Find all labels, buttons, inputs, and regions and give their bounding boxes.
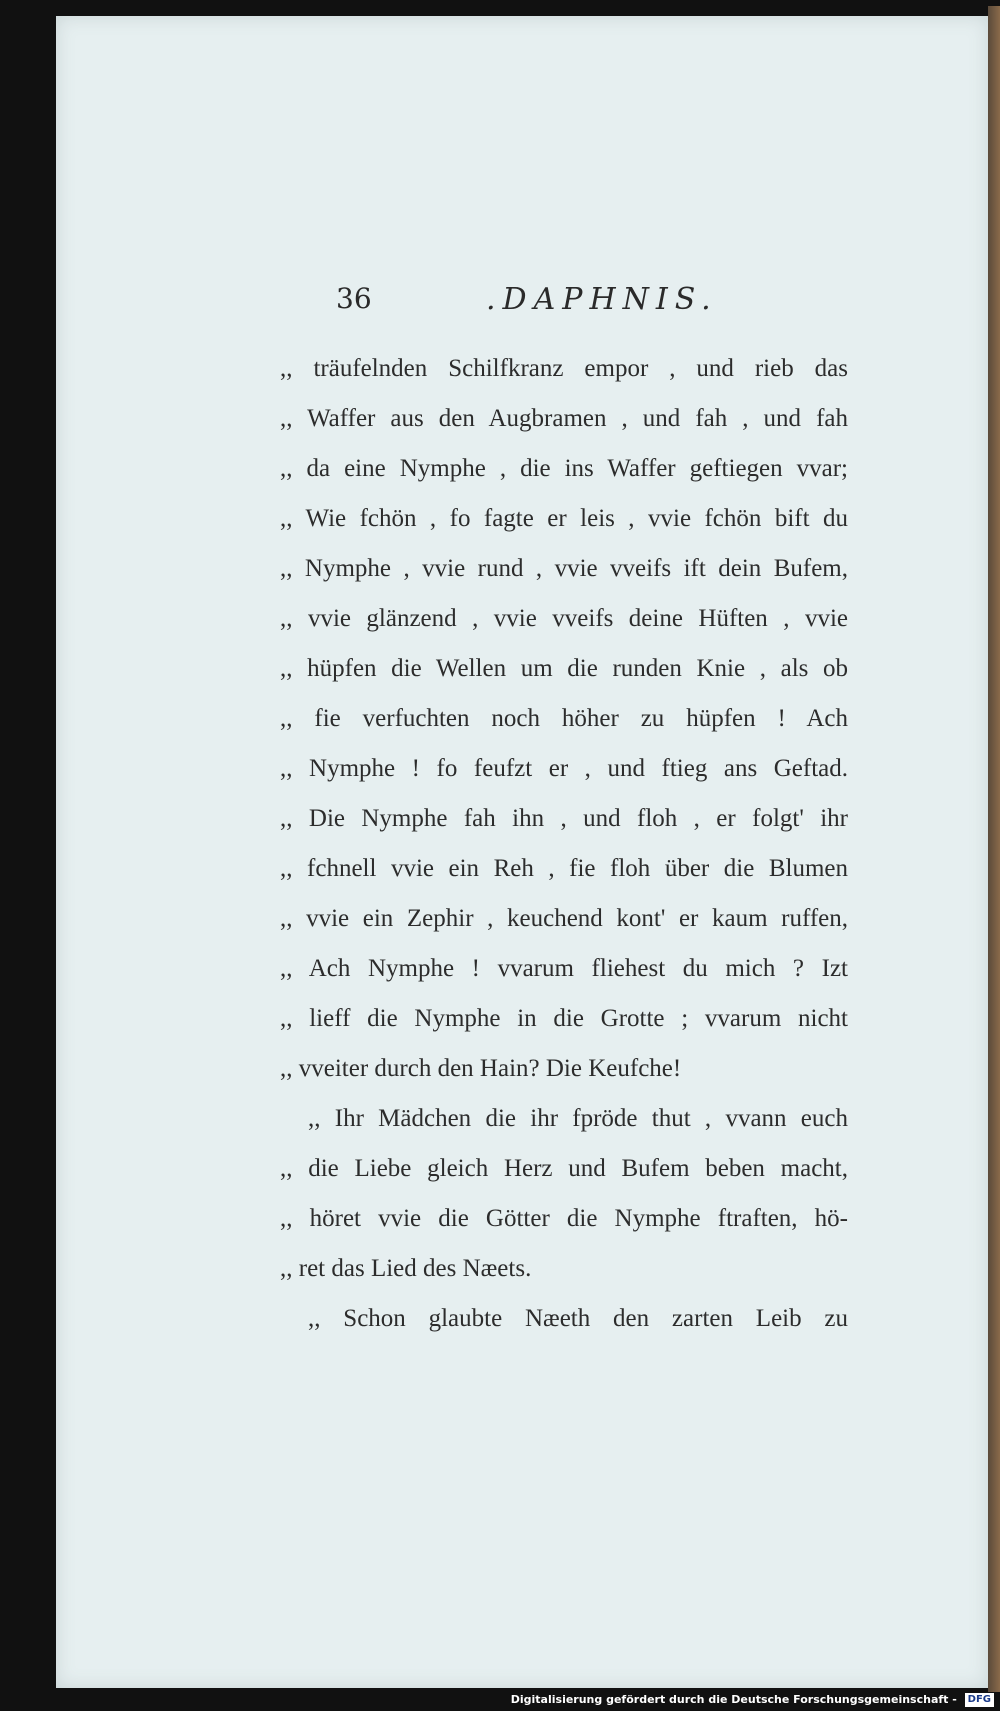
text-line: ,, Schon glaubte Næeth den zarten Leib zu [308, 1305, 848, 1332]
text-line: ,, träufelnden Schilfkranz empor , und rieb das [280, 355, 848, 382]
text-line: ,, vveiter durch den Hain? Die Keufche! [280, 1055, 682, 1082]
text-line: ,, ret das Lied des Næets. [280, 1255, 532, 1282]
page-header [336, 282, 756, 326]
running-title: .DAPHNIS. [486, 282, 718, 317]
text-line: ,, Nymphe , vvie rund , vvie vveifs ift dein Bufem, [280, 555, 848, 582]
text-line: ,, fie verfuchten noch höher zu hüpfen ! Ach [280, 705, 848, 732]
text-line: ,, Ihr Mädchen die ihr fpröde thut , vvann euch [308, 1105, 848, 1132]
book-edge [988, 6, 1000, 1692]
page-number: 36 [336, 282, 372, 315]
text-line: ,, Ach Nymphe ! vvarum fliehest du mich ? Izt [280, 955, 848, 982]
text-line: ,, lieff die Nymphe in die Grotte ; vvarum nicht [280, 1005, 848, 1032]
body-text [280, 344, 848, 1344]
text-line: ,, fchnell vvie ein Reh , fie floh über die Blumen [280, 855, 848, 882]
text-line: ,, die Liebe gleich Herz und Bufem beben macht, [280, 1155, 848, 1182]
digitization-credit [511, 1690, 994, 1710]
text-line: ,, Waffer aus den Augbramen , und fah , und fah [280, 405, 848, 432]
text-line: ,, Wie fchön , fo fagte er leis , vvie fchön bift du [280, 505, 848, 532]
text-line: ,, Die Nymphe fah ihn , und floh , er folgt' ihr [280, 805, 848, 832]
text-line: ,, vvie glänzend , vvie vveifs deine Hüften , vvie [280, 605, 848, 632]
text-line: ,, vvie ein Zephir , keuchend kont' er kaum ruffen, [280, 905, 848, 932]
dfg-logo: DFG [965, 1693, 994, 1707]
credit-text: Digitalisierung gefördert durch die Deutsche Forschungsgemeinschaft - [510, 1693, 957, 1706]
text-line: ,, Nymphe ! fo feufzt er , und ftieg ans Geftad. [280, 755, 848, 782]
text-line: ,, hüpfen die Wellen um die runden Knie , als ob [280, 655, 848, 682]
text-line: ,, da eine Nymphe , die ins Waffer geftiegen vvar; [280, 455, 848, 482]
text-line: ,, höret vvie die Götter die Nymphe ftraften, hö- [280, 1205, 848, 1232]
